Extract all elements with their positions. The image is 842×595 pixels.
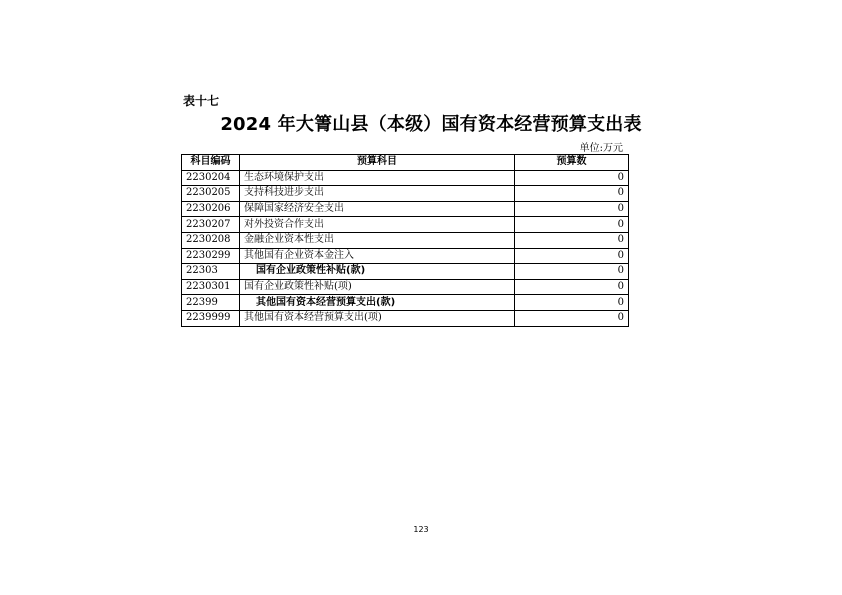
table-row [182,279,629,295]
table-row [182,295,629,311]
row-amount: 0 [515,217,629,233]
row-subject: 其他国有企业资本金注入 [240,248,515,264]
budget-table [181,154,629,327]
row-subject: 其他国有资本经营预算支出(款) [240,295,515,311]
table-row [182,264,629,280]
table-row [182,248,629,264]
header-amount: 预算数 [515,155,629,171]
table-row [182,170,629,186]
row-subject: 金融企业资本性支出 [240,232,515,248]
row-amount: 0 [515,279,629,295]
row-amount: 0 [515,232,629,248]
table-row [182,310,629,326]
row-code: 2230207 [182,217,240,233]
row-amount: 0 [515,248,629,264]
table-row [182,201,629,217]
table-label: 表十七 [183,94,220,108]
row-code: 2230204 [182,170,240,186]
row-code: 2230301 [182,279,240,295]
page-title: 2024 年大箐山县（本级）国有资本经营预算支出表 [220,114,642,135]
row-code: 22303 [182,264,240,280]
row-subject: 支持科技进步支出 [240,186,515,202]
header-code: 科目编码 [182,155,240,171]
row-code: 2230206 [182,201,240,217]
row-subject: 生态环境保护支出 [240,170,515,186]
row-code: 2230299 [182,248,240,264]
row-amount: 0 [515,264,629,280]
table-header-row [182,155,629,171]
row-subject: 国有企业政策性补贴(款) [240,264,515,280]
unit-label: 单位:万元 [579,143,623,154]
row-subject: 其他国有资本经营预算支出(项) [240,310,515,326]
header-subject: 预算科目 [240,155,515,171]
row-code: 2230205 [182,186,240,202]
row-amount: 0 [515,295,629,311]
row-amount: 0 [515,186,629,202]
row-code: 2230208 [182,232,240,248]
table-row [182,232,629,248]
row-amount: 0 [515,170,629,186]
row-subject: 国有企业政策性补贴(项) [240,279,515,295]
row-code: 22399 [182,295,240,311]
page-number: 123 [413,525,429,534]
row-subject: 对外投资合作支出 [240,217,515,233]
row-subject: 保障国家经济安全支出 [240,201,515,217]
row-amount: 0 [515,201,629,217]
table-row [182,186,629,202]
table-row [182,217,629,233]
row-code: 2239999 [182,310,240,326]
row-amount: 0 [515,310,629,326]
